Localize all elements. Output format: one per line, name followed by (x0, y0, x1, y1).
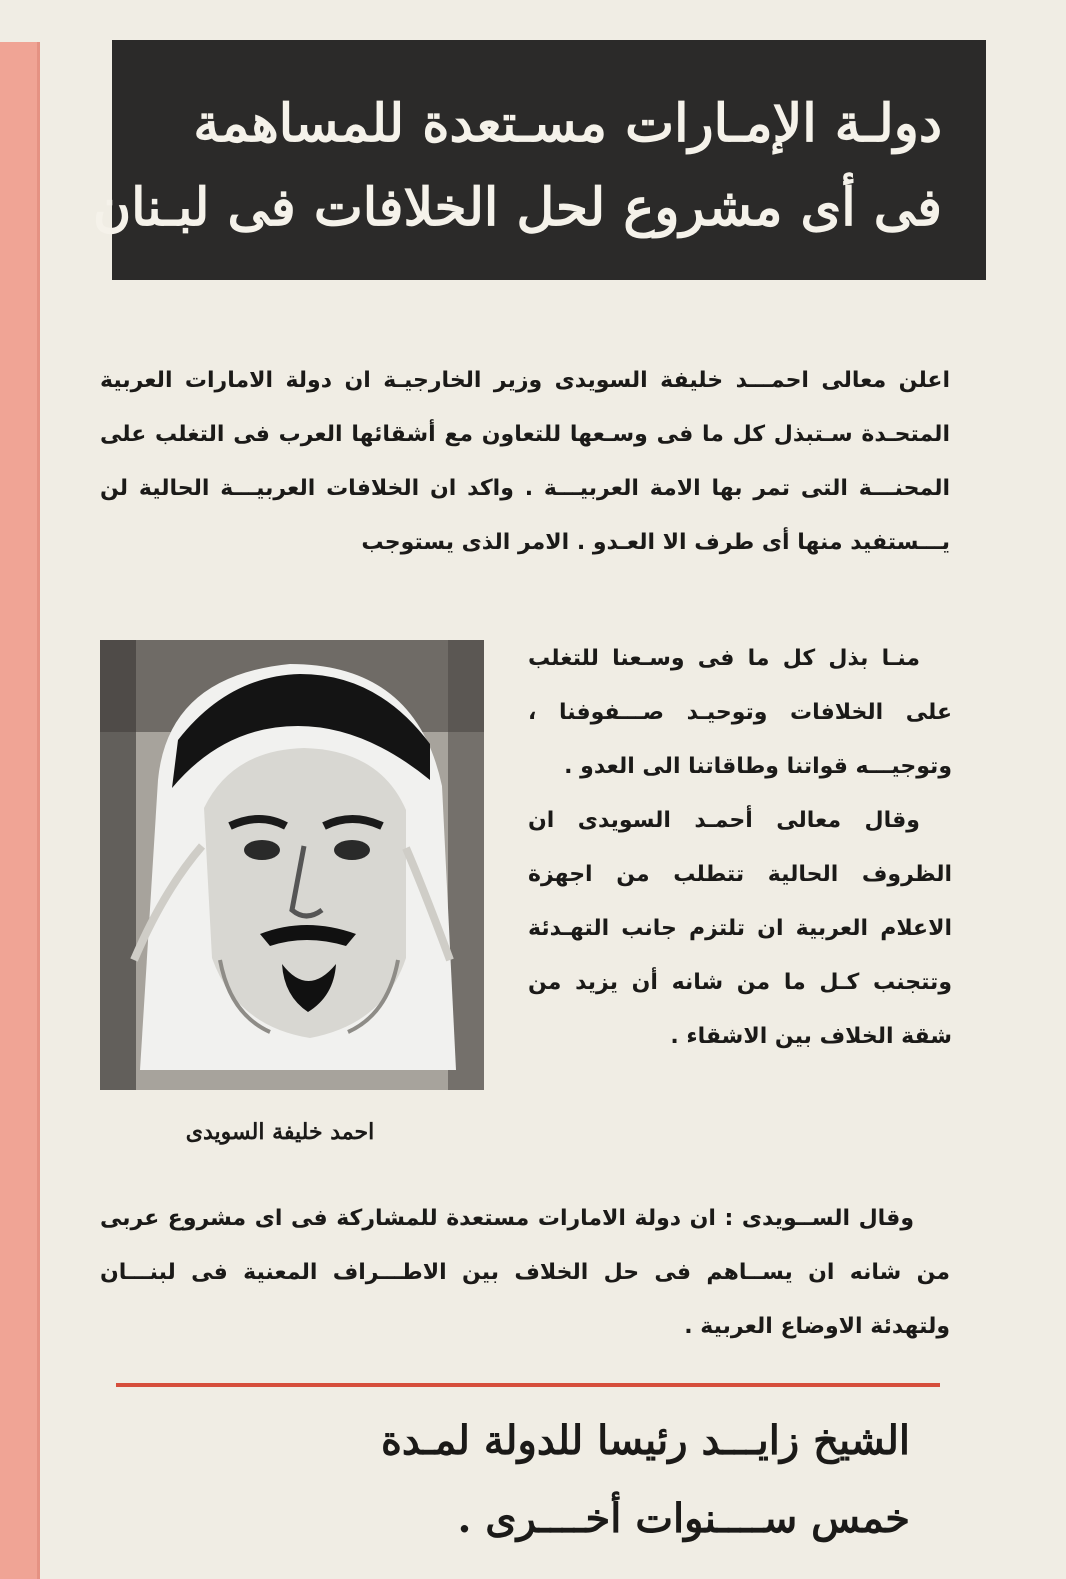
lead-paragraph-text: اعلن معالى احمـــد خليفة السويدى وزير الخارجيـة ان دولة الامارات العربية المتحـدة سـتبذل كل ما فى وسـعها للتعاون مع أشقائها العرب فى التغلب على المحنـــة التى تمر بها الامة العربيـــة . واكد ان الخلافات العربيـــة الحالية لن يـــستفيد منها أى طرف الا العـدو . الامر الذى يستوجب (100, 368, 950, 555)
main-headline-line-1: دولـة الإمـارات مسـتعدة للمساهمة (193, 93, 942, 154)
main-headline-line-2: فى أى مشروع لحل الخلافات فى لبـنان (92, 177, 942, 238)
portrait-photo (100, 640, 484, 1090)
right-column-text (528, 632, 952, 1182)
second-headline-line-2: خمس ســــنوات أخــــرى . (457, 1495, 910, 1542)
second-headline-line-1: الشيخ زايـــد رئيسا للدولة لمـدة (380, 1417, 910, 1464)
section-divider (116, 1383, 940, 1387)
right-column-paragraph-2: وقال معالى أحمـد السويدى ان الظروف الحالية تتطلب من اجهزة الاعلام العربية ان تلتزم جانب التهـدئة وتتجنب كـل ما من شانه أن يزيد من شقة الخلاف بين الاشقاء . (528, 808, 952, 1049)
photo-caption: احمد خليفة السويدى (185, 1119, 375, 1145)
lead-paragraph (100, 332, 950, 632)
closing-paragraph-text: وقال الســويدى : ان دولة الامارات مستعدة للمشاركة فى اى مشروع عربى من شانه ان يســاهم فى حل الخلاف بين الاطـــراف المعنية فى لبنـــان ولتهدئة الاوضاع العربية . (100, 1206, 950, 1339)
left-color-strip (0, 42, 40, 1579)
second-headline (150, 1402, 910, 1558)
main-headline-box (92, 40, 986, 280)
closing-paragraph (100, 1192, 950, 1354)
right-column-paragraph-1: منـا بذل كل ما فى وسـعنا للتغلب على الخلافات وتوحيـد صـــفوفنا ، وتوجيـــه قواتنا وطاقاتنا الى العدو . (528, 646, 952, 779)
portrait-image (100, 640, 484, 1090)
